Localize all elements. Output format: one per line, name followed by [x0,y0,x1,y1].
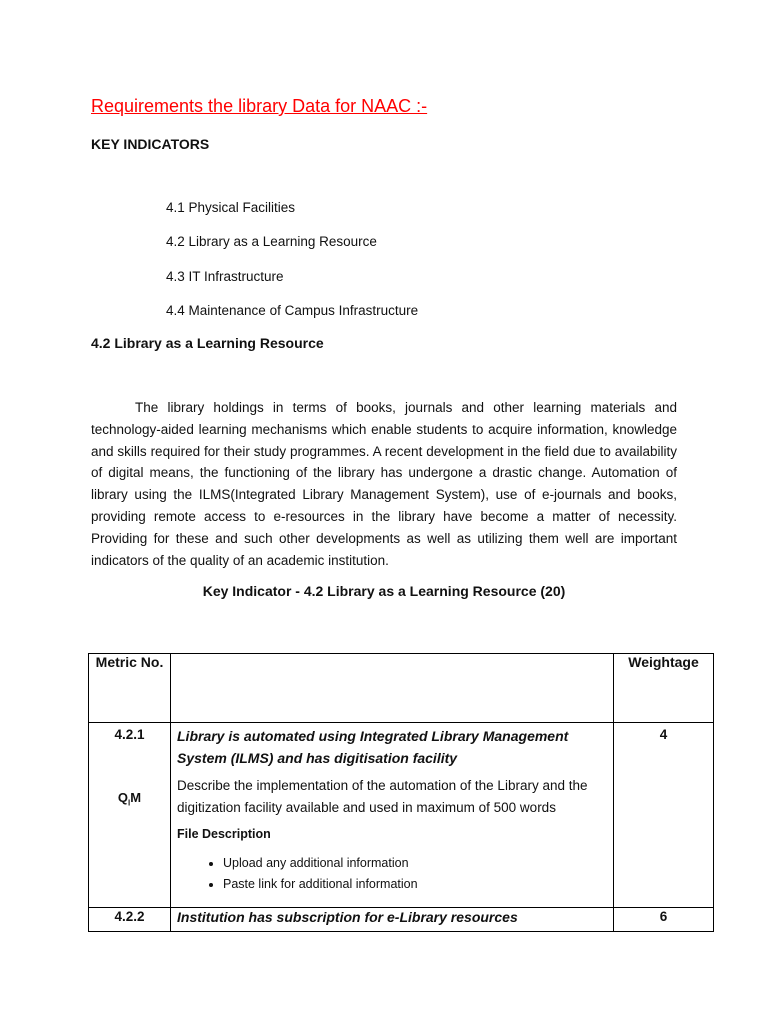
toc-item-4-1: 4.1 Physical Facilities [166,200,296,215]
weightage-cell: 4 [614,723,714,908]
header-weightage: Weightage [614,654,714,723]
metric-type-end: M [130,790,142,805]
toc-item-4-2: 4.2 Library as a Learning Resource [166,234,377,249]
toc-item-4-4: 4.4 Maintenance of Campus Infrastructure [166,303,419,318]
section-heading: 4.2 Library as a Learning Resource [91,335,324,351]
file-description-label: File Description [177,827,271,841]
metric-type-sub: l [128,798,131,808]
metric-title: Institution has subscription for e-Library resources [177,909,518,925]
file-list [171,853,613,895]
metric-no-cell [89,723,171,908]
header-description [171,654,614,723]
key-indicators-heading: KEY INDICATORS [91,136,210,152]
toc-item-4-3: 4.3 IT Infrastructure [166,269,284,284]
metric-description-cell [171,908,614,932]
document-title: Requirements the library Data for NAAC :- [91,96,428,116]
metric-number: 4.2.2 [89,908,171,932]
metric-type [89,790,170,808]
metric-type-main: Q [117,790,129,805]
metric-description-cell [171,723,614,908]
header-metric-no: Metric No. [89,654,171,723]
metric-title: Library is automated using Integrated Library Management System (ILMS) and has digitisation facility [177,728,569,766]
table-header-row [89,654,714,723]
weightage-cell: 6 [614,908,714,932]
list-item: • Upload any additional information [223,853,613,874]
metric-description: Describe the implementation of the automation of the Library and the digitization facility available and used in maximum of 500 words [177,778,588,815]
metric-number: 4.2.1 [114,727,145,742]
intro-paragraph: The library holdings in terms of books, journals and other learning materials and technology-aided learning mechanisms which enable students to acquire information, knowledge and skills required for their study programmes. A recent development in the field due to availability of digital means, the functioning of the library has undergone a drastic change. Automation of library using the ILMS(Integrated Library Management System), use of e-journals and books, providing remote access to e-resources in the library have become a matter of necessity. Providing for these and such other developments as well as utilizing them well are important indicators of the quality of an academic institution. [91,400,677,568]
table-row [89,908,714,932]
metrics-table [88,653,714,932]
table-row [89,723,714,908]
table-title: Key Indicator - 4.2 Library as a Learning Resource (20) [202,583,566,599]
list-item: • Paste link for additional information [223,874,613,895]
